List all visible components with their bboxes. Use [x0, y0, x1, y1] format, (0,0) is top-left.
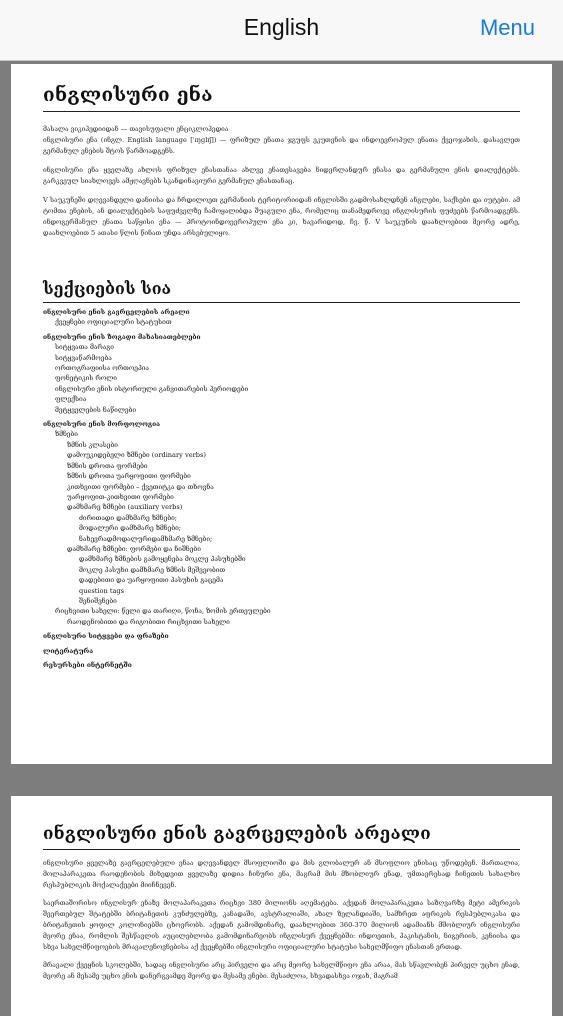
- toc-item[interactable]: სიტყვაწარმოება: [55, 353, 112, 362]
- toc-item[interactable]: მეტყველების ნაწილები: [55, 405, 137, 414]
- intro-paragraph-3: V საუკუნეში დღევანდელი დანიისა და ჩრდილოეთ გერმანიის ტერიტორიიდან ინგლისში გადმოსახლდნენ ანგლები, საქსები და იუტები. ამ ტომთა ენების, ან დიალექტების საფუძველზე ჩამოყალიბდა შუაგული ენა, რომელიც თანამედროვე ინგლისურის ფუძეებს წარმოადგენს. ინდოგერმანულ ენათა საწყისი ენა — პროტოინდოევროპული ენა კი, ხავარიდოდ, ჩვ. წ. V საუკუნის დაახლოებით მეორე ადრე, დაახლოებით 5 ათასი წლის წინათ უნდა არსებულიყო.: [43, 196, 520, 237]
- toc-item[interactable]: დამოუკიდებელი ზმნები (ordinary verbs): [67, 451, 206, 460]
- toc-item[interactable]: შენიშვნები: [79, 596, 117, 605]
- toc-title: სექციების სია: [43, 279, 520, 303]
- document-page-2: [11, 796, 552, 1016]
- toc-item[interactable]: ლიტერატურა: [43, 646, 94, 655]
- toc-item[interactable]: ზმნის კლასები: [67, 440, 118, 449]
- document-title: English: [243, 14, 320, 40]
- toc-item[interactable]: ინგლისური ენის მორფოლოგია: [43, 420, 161, 429]
- section-paragraph-2: საერთაშორისო ინგლისურ ენაზე მოლაპარაკეთა რიცხვი 380 მილიონს აღემატება. აქედან მოლაპარაკეთა საზღვარზე მეტი ამერიკის შეერთებულ შტატებში ბრიტანეთის კუნძულებზე, კანადაში, ავსტრალიაში, ახალ ზელანდიაში, სამხრეთ აფრიკის რესპუბლიკასა და ბრიტანეთის ყოფილ კოლონიებში ცხოვრობს. აქედან გამომდინარე, დაახლოებით 360-370 მილიონ ადამიანს მშობლიურ ინგლისური მეორე ენაა, რომლის შესწავლის აუცილებლობა გამომდინარეობს ინგლისურ ქვეყნებში: ინდოეთის, პაკისტანის, ნიგერიის, კენიისა და სხვა სახელმწიფოების მრავალენოვნებისა აქ ქვეყნებში ინგლისური ოფიციალური სტატუსი სახელმწიფო ენასთან ერთად.: [43, 899, 520, 951]
- top-navigation-bar: [0, 0, 563, 61]
- section-title: ინგლისური ენის გავრცელების არეალი: [43, 824, 520, 850]
- source-line: მასალა ვიკიპედიიდან — თავისუფალი ენციკლოპედია: [43, 125, 229, 133]
- menu-button[interactable]: Menu: [479, 15, 535, 40]
- toc-item[interactable]: ფონეტიკის როლი: [55, 374, 117, 383]
- table-of-contents: [43, 307, 520, 670]
- toc-item[interactable]: დამხმარე ზმნები: ფორმები და ნიშნები: [67, 544, 201, 553]
- toc-item[interactable]: ძირითადი დამხმარე ზმნები;: [79, 513, 177, 522]
- document-page-1: [11, 64, 552, 764]
- toc-item[interactable]: question tags: [79, 586, 125, 595]
- toc-item[interactable]: დამხმარე ზმნები (auxiliary verbs): [67, 503, 183, 512]
- intro-paragraph-2: ინგლისური ენა ყველაზე ახლოს ფრიზულ ენასთანაა ახლვე ენათესავება ნიდერლანდურ ენასა და გერმანული ენის დიალექტებს. გარკვეულ სიახლოვეს ამჟღავნებს სკანდინავიური გერმანულ ენასთანაც.: [43, 166, 520, 185]
- toc-item[interactable]: ინგლისური სიტყვები და ფრაზები: [43, 632, 169, 641]
- toc-item[interactable]: უარყოფით-კითხვითი ფორმები: [67, 492, 174, 501]
- toc-item[interactable]: ფლექსია: [55, 395, 87, 404]
- toc-item[interactable]: რესურსები ინტერნეტში: [43, 661, 132, 669]
- toc-item[interactable]: დადებითი და უარყოფითი პასუხის გაცემა: [79, 576, 224, 585]
- intro-paragraph-1: ინგლისური ენა (ინგლ. English language [ˈɪŋɡlɪʃ]) — ფრიზულ ენათა ჯგუფს ეკუთვნის და ინდოევროპულ ენათა ქვეოჯახის, დასავლეთ გერმანულ ენების შტოს წარმოადგენს.: [43, 136, 520, 155]
- section-paragraph-3: მრავალი ქვეყნის სკოლებში, სადაც ინგლისური არც პირველი და არც მეორე სახელმწიფო ენა არაა, მას სწავლობენ პირველ უცხო ენად, მეორე ან მესამე უცხო ენის დანერგვამდე მეორე და მესამე ენები. მესაძლოა, სხვადასხვა ოჯახ, მაგრამ: [43, 961, 520, 980]
- toc-item[interactable]: კითხვითი ფორმები – ქვეთიტკა და თხოვნა: [67, 482, 214, 491]
- toc-item[interactable]: ორთოგრაფიისა ორთოეპია: [55, 364, 149, 373]
- toc-item[interactable]: ინგლისური ენის ისტორიული განვითარების პერიოდები: [55, 384, 249, 393]
- toc-item[interactable]: ინგლისური ენის გავრცელების არეალი: [43, 308, 190, 316]
- toc-item[interactable]: ქვეყნები ოფიციალური სტატუსით: [55, 318, 172, 327]
- toc-item[interactable]: ზმნის დროთა ფორმები: [67, 461, 148, 470]
- toc-item[interactable]: რაოდენობითი და რიგობითი რიცხვითი სახელი: [67, 617, 230, 626]
- section-paragraph-1: ინგლისური ყველაზე გავრცელებული ენაა დღევანდელ მსოფლიოში და მის გლობალურ ან მსოფლიო ენისაც უწოდებენ. მართალია, მოლაპარაკეთა რაოდენობის მიხედვით ყველაზე დიდია ჩინური ენა, მაგრამ მის მზობლიურ ენად, უმთავრესად ჩინეთის სახალხო რესპუბლიკის მოქალაქეები მიიჩნევენ.: [43, 859, 520, 889]
- toc-item[interactable]: ზმნის დროთა უარყოფითი ფორმები: [67, 472, 191, 481]
- toc-item[interactable]: ინგლისური ენის ზოგადი მახასიათებლები: [43, 332, 201, 341]
- toc-item[interactable]: სიტყვათა მარაგი: [55, 343, 114, 352]
- toc-item[interactable]: რიცხვითი სახელი: წელი და თარიღი, წონა, ზომის ერთეულები: [55, 607, 271, 616]
- toc-item[interactable]: ნახევრადმოდალურიდამხმარე ზმნები;: [79, 534, 213, 543]
- toc-item[interactable]: ზმნები: [55, 430, 78, 439]
- toc-item[interactable]: მოდალური დამხმარე ზმნები;: [79, 524, 182, 533]
- article-title: ინგლისური ენა: [43, 84, 520, 112]
- toc-item[interactable]: დამხმარე ზმნების გამოყენება მოკლე პასუხებში: [79, 555, 246, 564]
- toc-item[interactable]: მოკლე პასუხი დამხმარე ზმნის მეშვეობით: [79, 565, 226, 574]
